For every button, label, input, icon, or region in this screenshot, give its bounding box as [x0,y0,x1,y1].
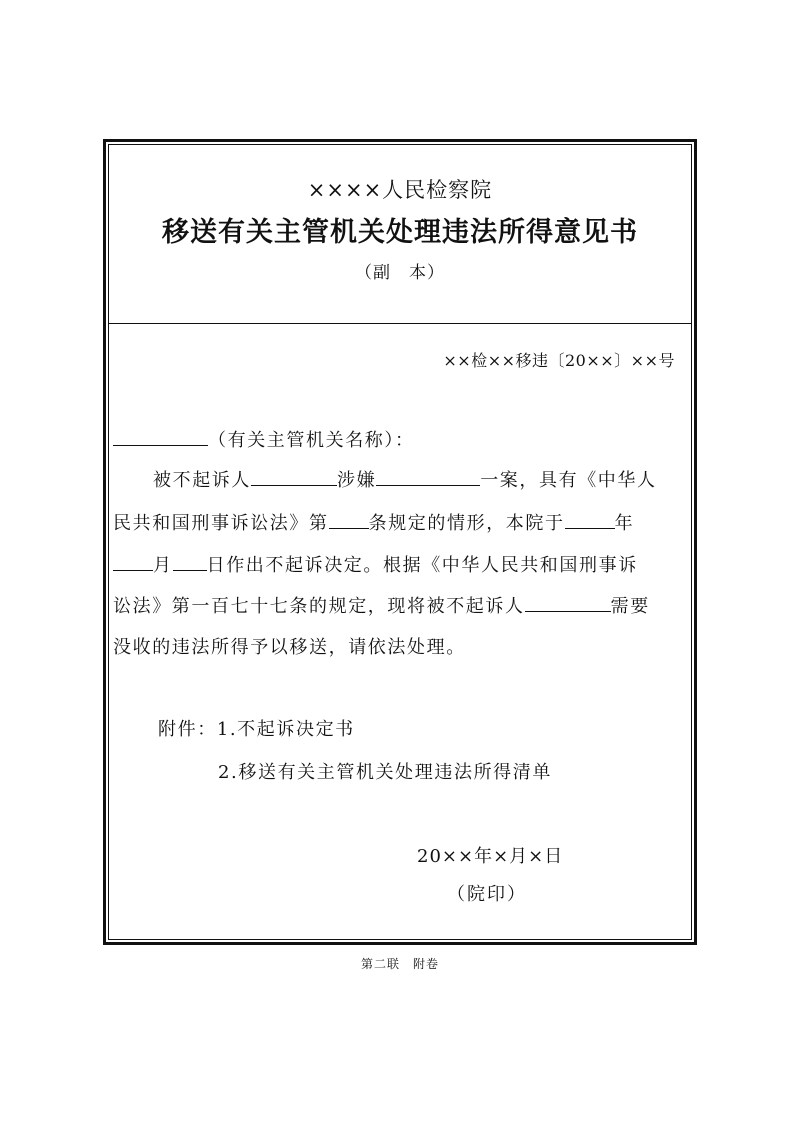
header-divider [108,323,692,324]
attachment-label: 附件： [158,719,217,740]
footer-copy-note: 第二联 附卷 [360,957,439,971]
body-line-1 [113,466,687,492]
court-name: ××××人民检察院 [307,178,493,202]
article-blank [329,510,369,529]
day-blank [173,552,207,571]
document-number: ××检××移违〔20××〕××号 [443,351,675,370]
text-case: 一案，具有《中华人 [480,470,657,491]
addressee-blank [113,427,208,446]
text-defendant: 被不起诉人 [153,470,251,491]
defendant-name-blank [251,467,337,486]
defendant-name-blank-2 [525,593,611,612]
text-article-177: 讼法》第一百七十七条的规定，现将被不起诉人 [113,596,525,617]
body-line-3 [113,551,687,577]
attachment-item-1: 1.不起诉决定书 [216,719,355,740]
year-blank [565,510,615,529]
text-need: 需要 [610,596,650,617]
text-decision: 日作出不起诉决定。根据《中华人民共和国刑事诉 [206,555,638,576]
attachment-2: 2.移送有关主管机关处理违法所得清单 [218,762,552,783]
addressee-suffix: （有关主管机关名称）： [208,430,415,451]
addressee-line [113,426,687,452]
text-year: 年 [614,513,635,534]
attachment-1 [158,715,355,741]
body-line-5 [113,633,687,659]
text-circumstance: 条规定的情形，本院于 [368,513,565,534]
body-line-2 [113,509,687,535]
text-suspected: 涉嫌 [337,470,377,491]
copy-label: （副 本） [355,263,445,283]
signature-date: 20××年×月×日 [417,846,564,867]
month-blank [113,552,153,571]
court-seal: （院印） [447,884,527,905]
charge-blank [376,467,480,486]
text-transfer: 没收的违法所得予以移送，请依法处理。 [113,637,466,658]
document-title: 移送有关主管机关处理违法所得意见书 [162,217,638,248]
text-month: 月 [153,555,173,576]
text-law: 民共和国刑事诉讼法》第 [113,513,329,534]
body-line-4 [113,592,687,618]
